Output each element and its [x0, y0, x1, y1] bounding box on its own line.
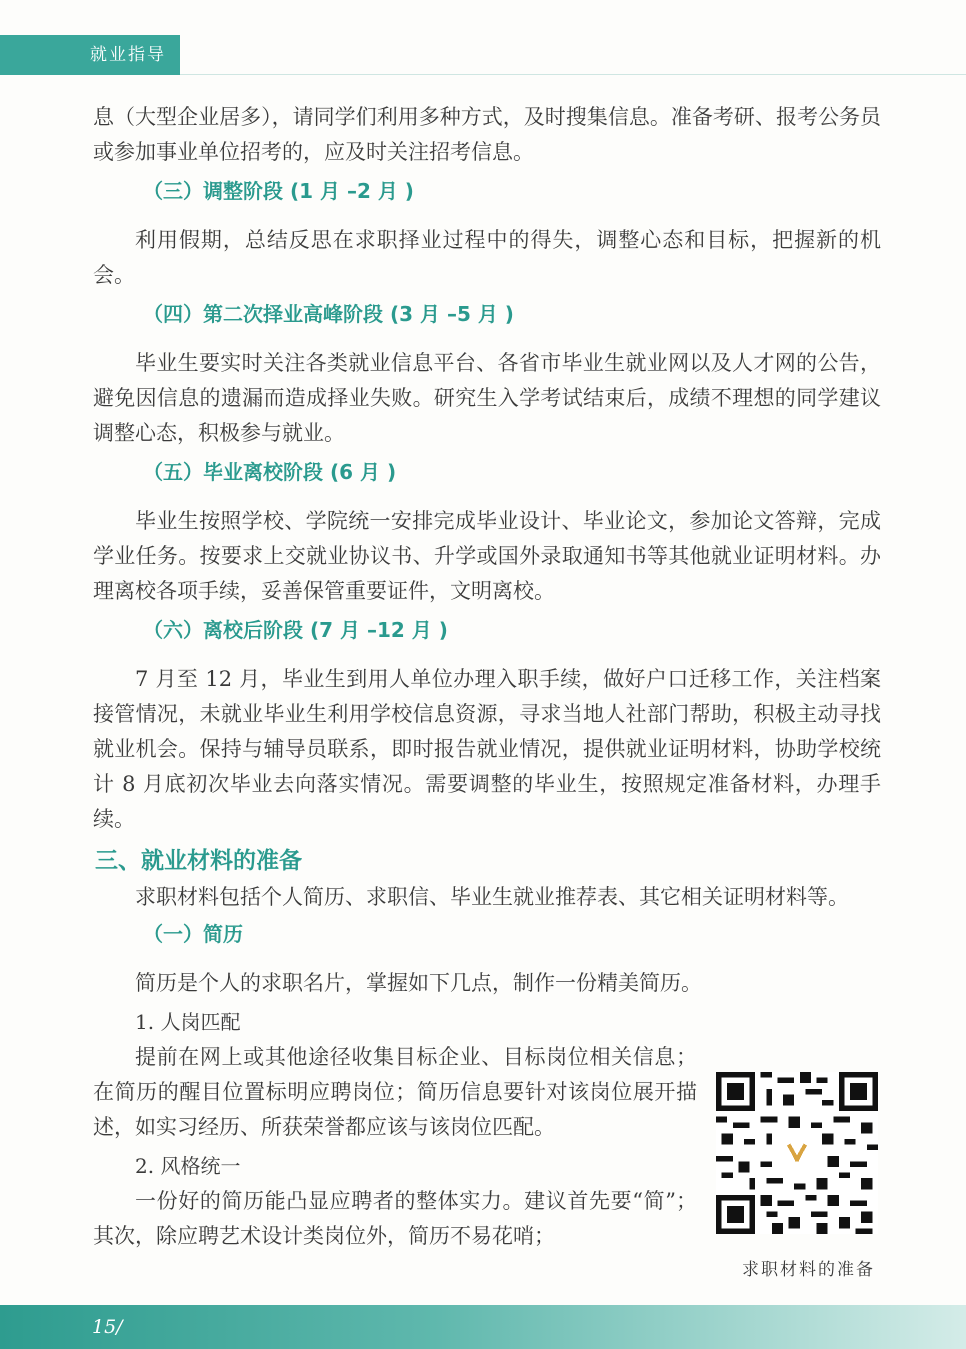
- heading-stage-3: （三）调整阶段 (1 月 –2 月 ): [143, 179, 414, 203]
- heading-stage-4: （四）第二次择业高峰阶段 (3 月 –5 月 ): [143, 302, 514, 326]
- header-divider: [180, 74, 966, 75]
- paragraph-stage-5: 毕业生按照学校、学院统一安排完成毕业设计、毕业论文，参加论文答辩，完成学业任务。按要求上交就业协议书、升学或国外录取通知书等其他就业证明材料。办理离校各项手续，妥善保管重要证件，文明离校。: [93, 509, 881, 603]
- paragraph-stage-6: 7 月至 12 月，毕业生到用人单位办理入职手续，做好户口迁移工作，关注档案接管情况，未就业毕业生利用学校信息资源，寻求当地人社部门帮助，积极主动寻找就业机会。保持与辅导员联系，即时报告就业情况，提供就业证明材料，协助学校统计 8 月底初次毕业去向落实情况。需要调整的毕业生，按照规定准备材料，办理手续。: [93, 667, 881, 831]
- subheading-style: 2. 风格统一: [135, 1154, 241, 1178]
- heading-stage-6: （六）离校后阶段 (7 月 –12 月 ): [143, 618, 448, 642]
- heading-stage-5: （五）毕业离校阶段 (6 月 ): [143, 460, 397, 484]
- subheading-match: 1. 人岗匹配: [135, 1010, 241, 1034]
- heading-resume: （一）简历: [143, 922, 243, 946]
- paragraph-style: 一份好的简历能凸显应聘者的整体实力。建议首先要“简”；其次，除应聘艺术设计类岗位外，简历不易花哨；: [93, 1189, 697, 1248]
- paragraph-section-3: 求职材料包括个人简历、求职信、毕业生就业推荐表、其它相关证明材料等。: [135, 885, 849, 909]
- section-tab: 就业指导: [0, 35, 180, 75]
- page-number: 15/: [92, 1316, 123, 1338]
- paragraph-stage-3: 利用假期，总结反思在求职择业过程中的得失，调整心态和目标，把握新的机会。: [93, 228, 881, 287]
- paragraph-match: 提前在网上或其他途径收集目标企业、目标岗位相关信息；在简历的醒目位置标明应聘岗位；简历信息要针对该岗位展开描述，如实习经历、所获荣誉都应该与该岗位匹配。: [93, 1045, 697, 1139]
- qr-caption: 求职材料的准备: [742, 1260, 875, 1280]
- paragraph-resume: 简历是个人的求职名片，掌握如下几点，制作一份精美简历。: [135, 971, 702, 995]
- heading-section-3: 三、就业材料的准备: [95, 848, 302, 874]
- paragraph-stage-4: 毕业生要实时关注各类就业信息平台、各省市毕业生就业网以及人才网的公告，避免因信息的遗漏而造成择业失败。研究生入学考试结束后，成绩不理想的同学建议调整心态，积极参与就业。: [93, 351, 881, 445]
- qr-code-icon[interactable]: [716, 1072, 878, 1234]
- paragraph-intro: 息（大型企业居多），请同学们利用多种方式，及时搜集信息。准备考研、报考公务员或参加事业单位招考的，应及时关注招考信息。: [93, 105, 881, 164]
- footer-bar: [0, 1305, 966, 1349]
